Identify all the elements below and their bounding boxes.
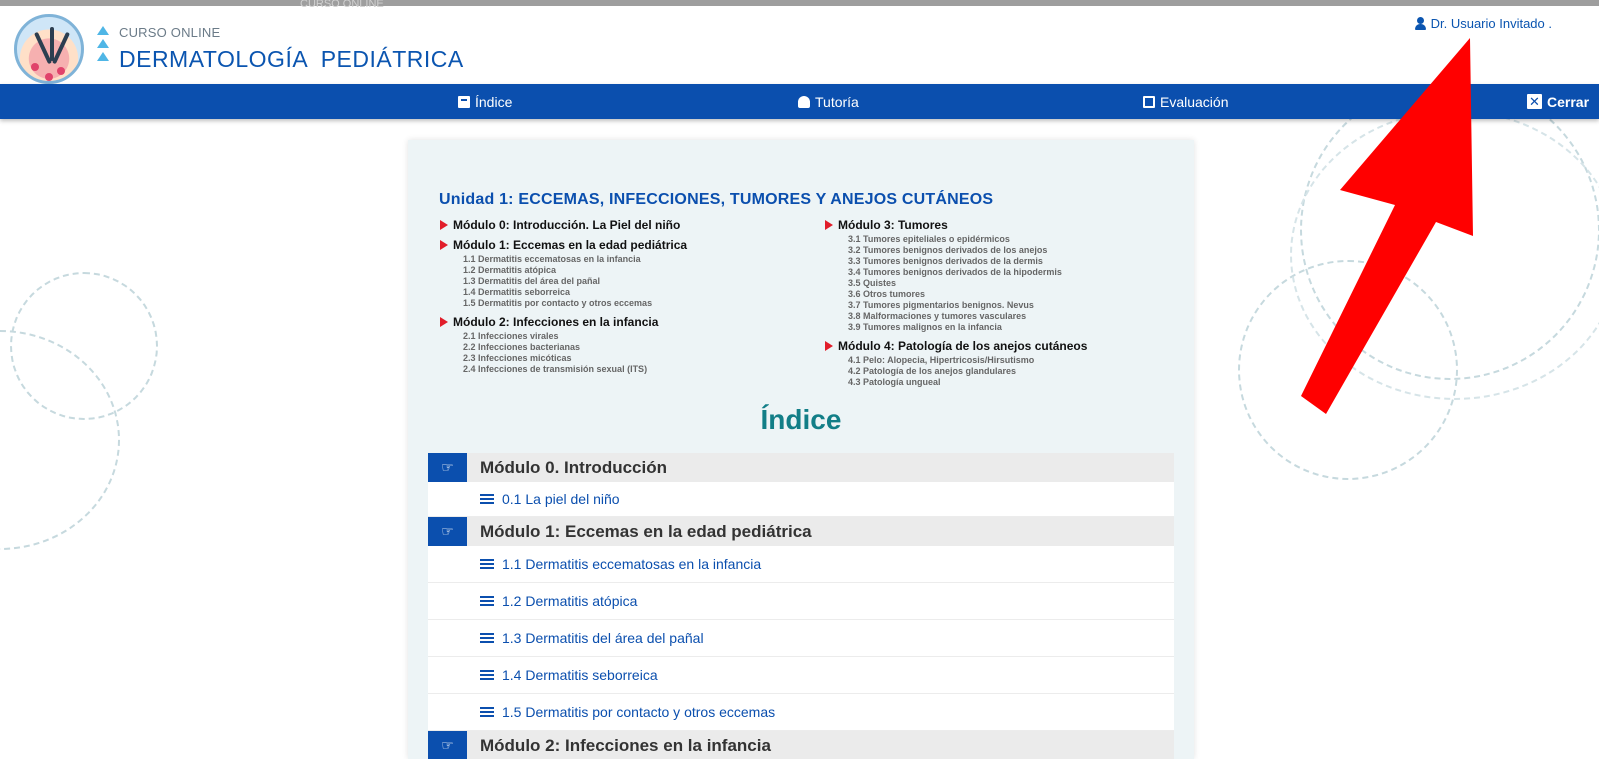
summary-subitem: 3.7 Tumores pigmentarios benignos. Nevus xyxy=(848,300,1034,310)
summary-subitem: 3.2 Tumores benignos derivados de los anejos xyxy=(848,245,1048,255)
summary-subitem: 3.6 Otros tumores xyxy=(848,289,926,299)
lesson-label: 1.3 Dermatitis del área del pañal xyxy=(502,630,704,646)
hand-pointer-icon: ☞ xyxy=(428,731,467,759)
unit-title: Unidad 1: ECCEMAS, INFECCIONES, TUMORES Y ANEJOS CUTÁNEOS xyxy=(439,191,994,208)
lesson-label: 1.5 Dermatitis por contacto y otros eccemas xyxy=(502,704,776,720)
summary-subitem: 4.1 Pelo: Alopecia, Hipertricosis/Hirsutismo xyxy=(848,355,1035,365)
nav-tutoria-label: Tutoría xyxy=(815,93,859,110)
summary-subitem: 1.5 Dermatitis por contacto y otros eccemas xyxy=(463,298,653,308)
summary-subitem: 2.3 Infecciones micóticas xyxy=(463,353,572,363)
module-label: Módulo 2: Infecciones en la infancia xyxy=(480,735,771,755)
summary-subitem: 2.1 Infecciones virales xyxy=(463,331,559,341)
hand-pointer-icon: ☞ xyxy=(428,453,467,482)
summary-subitem: 1.3 Dermatitis del área del pañal xyxy=(463,276,601,286)
lesson-label: 0.1 La piel del niño xyxy=(502,491,620,507)
index-title: Índice xyxy=(760,404,842,435)
summary-subitem: 4.3 Patología ungueal xyxy=(848,377,941,387)
nav-indice-label: Índice xyxy=(475,93,513,110)
close-label: Cerrar xyxy=(1547,93,1590,110)
hand-pointer-icon: ☞ xyxy=(428,517,467,546)
summary-subitem: 1.4 Dermatitis seborreica xyxy=(463,287,571,297)
summary-subitem: 3.5 Quistes xyxy=(848,278,897,288)
brand-subtitle: CURSO ONLINE xyxy=(119,25,221,40)
summary-subitem: 2.4 Infecciones de transmisión sexual (ITS) xyxy=(463,364,648,374)
summary-module-title: Módulo 1: Eccemas en la edad pediátrica xyxy=(439,238,819,252)
brand-title[interactable]: DERMATOLOGÍA PEDIÁTRICA xyxy=(119,46,464,72)
summary-subitem: 3.9 Tumores malignos en la infancia xyxy=(848,322,1002,332)
summary-module-title: Módulo 2: Infecciones en la infancia xyxy=(439,315,819,329)
summary-module-title: Módulo 0: Introducción. La Piel del niño xyxy=(439,218,819,232)
summary-subitem: 1.1 Dermatitis eccematosas en la infancia xyxy=(463,254,641,264)
summary-module-title: Módulo 4: Patología de los anejos cutáneos xyxy=(824,339,1204,353)
module-label: Módulo 0. Introducción xyxy=(480,457,667,477)
lesson-label: 1.1 Dermatitis eccematosas en la infancia xyxy=(502,556,762,572)
summary-subitem: 3.3 Tumores benignos derivados de la dermis xyxy=(848,256,1043,266)
summary-subitem: 4.2 Patología de los anejos glandulares xyxy=(848,366,1017,376)
module-label: Módulo 1: Eccemas en la edad pediátrica xyxy=(480,521,812,541)
nav-evaluacion-label: Evaluación xyxy=(1160,93,1229,110)
summary-subitem: 2.2 Infecciones bacterianas xyxy=(463,342,581,352)
summary-subitem: 1.2 Dermatitis atópica xyxy=(463,265,557,275)
summary-module-title: Módulo 3: Tumores xyxy=(824,218,1204,232)
close-icon: ✕ xyxy=(1527,94,1542,109)
summary-subitem: 3.1 Tumores epiteliales o epidérmicos xyxy=(848,234,1010,244)
lesson-label: 1.4 Dermatitis seborreica xyxy=(502,667,658,683)
ghost-text: CURSO ONLINE xyxy=(300,0,384,10)
user-name: Dr. Usuario Invitado . xyxy=(1430,16,1552,31)
summary-subitem: 3.4 Tumores benignos derivados de la hipodermis xyxy=(848,267,1062,277)
summary-subitem: 3.8 Malformaciones y tumores vasculares xyxy=(848,311,1027,321)
lesson-label: 1.2 Dermatitis atópica xyxy=(502,593,638,609)
